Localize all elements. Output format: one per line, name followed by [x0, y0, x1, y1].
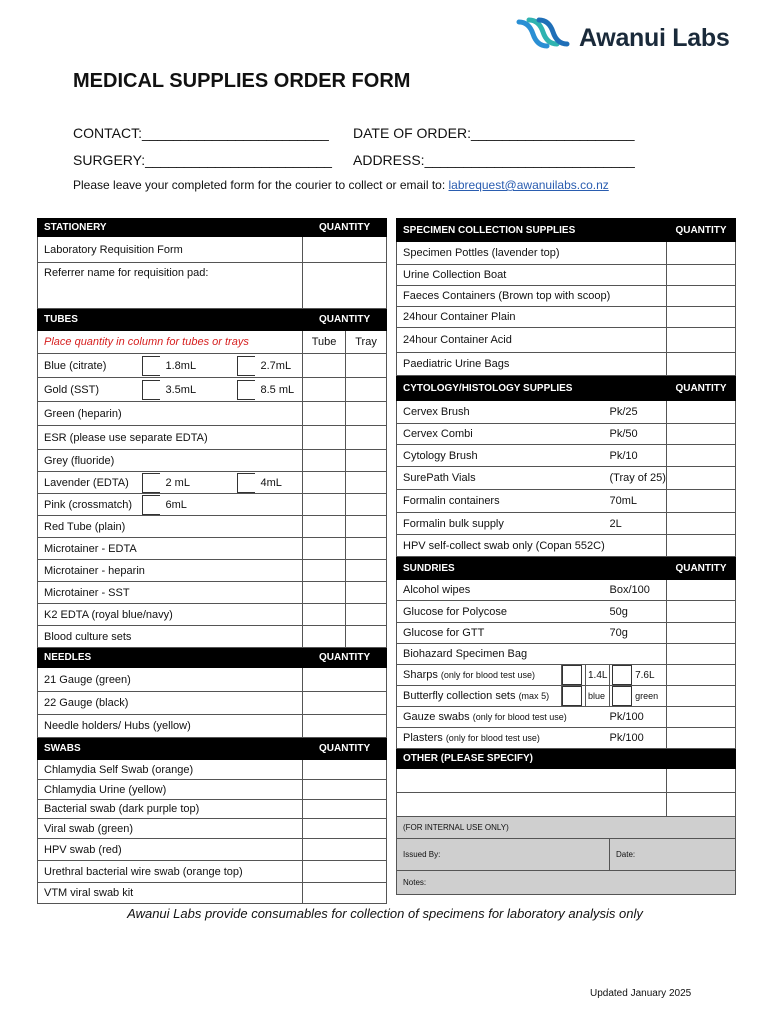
needle-item: Needle holders/ Hubs (yellow)	[38, 715, 303, 738]
quantity-input[interactable]	[303, 237, 387, 263]
quantity-input[interactable]	[303, 819, 387, 839]
tube-name: Microtainer - heparin	[38, 560, 303, 582]
sundry-item: Glucose for Polycose	[397, 601, 610, 623]
quantity-input[interactable]	[303, 692, 387, 715]
cytology-item: Cervex Combi	[397, 424, 610, 445]
tray-quantity-input[interactable]	[346, 354, 387, 378]
quantity-input[interactable]	[667, 467, 736, 490]
tubes-header: TUBES	[38, 309, 303, 331]
quantity-input[interactable]	[667, 445, 736, 467]
logo-text: Awanui Labs	[579, 24, 730, 52]
cytology-unit: Pk/10	[610, 445, 667, 467]
quantity-input[interactable]	[667, 728, 736, 749]
stationery-quantity-header: QUANTITY	[303, 219, 387, 237]
email-link[interactable]: labrequest@awanuilabs.co.nz	[448, 178, 609, 192]
swab-item: HPV swab (red)	[38, 839, 303, 861]
tube-size: 6mL	[160, 494, 231, 516]
sundry-unit: 70g	[610, 623, 667, 644]
swab-item: VTM viral swab kit	[38, 883, 303, 904]
size-checkbox[interactable]	[142, 495, 160, 515]
cytology-unit: Pk/50	[610, 424, 667, 445]
swab-item: Chlamydia Urine (yellow)	[38, 780, 303, 800]
sundry-item: Biohazard Specimen Bag	[397, 644, 667, 665]
swab-item: Bacterial swab (dark purple top)	[38, 800, 303, 819]
tube-size: 1.8mL	[160, 354, 231, 378]
sundries-header: SUNDRIES	[397, 557, 667, 580]
updated-date: Updated January 2025	[590, 988, 692, 999]
tube-size: 8.5 mL	[255, 378, 303, 402]
quantity-input[interactable]	[303, 715, 387, 738]
needle-item: 21 Gauge (green)	[38, 668, 303, 692]
cytology-item: Cervex Brush	[397, 401, 610, 424]
quantity-input[interactable]	[667, 580, 736, 601]
quantity-input[interactable]	[667, 353, 736, 376]
date-label: Date:	[610, 839, 736, 871]
quantity-input[interactable]	[303, 861, 387, 883]
quantity-input[interactable]	[667, 769, 736, 793]
size-checkbox[interactable]	[237, 473, 255, 493]
quantity-input[interactable]	[303, 263, 387, 309]
gauze-unit: Pk/100	[610, 707, 667, 728]
specimen-item: Paediatric Urine Bags	[397, 353, 667, 376]
other-header: OTHER (PLEASE SPECIFY)	[397, 749, 736, 769]
tube-quantity-input[interactable]	[303, 538, 346, 560]
size-checkbox[interactable]	[237, 356, 255, 376]
quantity-input[interactable]	[667, 707, 736, 728]
swab-item: Chlamydia Self Swab (orange)	[38, 760, 303, 780]
tray-quantity-input[interactable]	[346, 472, 387, 494]
sundry-unit: 50g	[610, 601, 667, 623]
tube-name: ESR (please use separate EDTA)	[38, 426, 303, 450]
tube-name: Green (heparin)	[38, 402, 303, 426]
cytology-unit: (Tray of 25)	[610, 467, 667, 490]
plasters-note: (only for blood test use)	[445, 733, 540, 743]
gauze-note: (only for blood test use)	[472, 712, 567, 722]
size-checkbox[interactable]	[612, 686, 632, 706]
quantity-input[interactable]	[667, 490, 736, 513]
needles-quantity-header: QUANTITY	[303, 648, 387, 668]
quantity-input[interactable]	[303, 760, 387, 780]
contact-field[interactable]: CONTACT:________________________	[73, 125, 329, 141]
sharps-note: (only for blood test use)	[440, 670, 535, 680]
tube-quantity-input[interactable]	[303, 516, 346, 538]
cytology-quantity-header: QUANTITY	[667, 376, 736, 401]
swab-item: Viral swab (green)	[38, 819, 303, 839]
tray-quantity-input[interactable]	[346, 402, 387, 426]
stationery-header: STATIONERY	[38, 219, 303, 237]
size-checkbox[interactable]	[142, 473, 160, 493]
cytology-unit: 70mL	[610, 490, 667, 513]
quantity-input[interactable]	[303, 839, 387, 861]
quantity-input[interactable]	[667, 665, 736, 686]
tube-name: K2 EDTA (royal blue/navy)	[38, 604, 303, 626]
butterfly-item	[397, 686, 562, 707]
cytology-item: Cytology Brush	[397, 445, 610, 467]
stationery-item: Referrer name for requisition pad:	[38, 263, 303, 309]
size-checkbox[interactable]	[562, 665, 582, 685]
sharps-item	[397, 665, 562, 686]
tube-size: 4mL	[255, 472, 303, 494]
footer-note: Awanui Labs provide consumables for collection of specimens for laboratory analysis only	[127, 906, 643, 921]
quantity-input[interactable]	[667, 286, 736, 307]
tray-quantity-input[interactable]	[346, 626, 387, 648]
specimen-item: Urine Collection Boat	[397, 265, 667, 286]
tube-name: Blood culture sets	[38, 626, 303, 648]
cytology-header: CYTOLOGY/HISTOLOGY SUPPLIES	[397, 376, 667, 401]
swabs-header: SWABS	[38, 738, 303, 760]
size-checkbox[interactable]	[237, 380, 255, 400]
cytology-item: SurePath Vials	[397, 467, 610, 490]
tube-name: Microtainer - SST	[38, 582, 303, 604]
gauze-item	[397, 707, 610, 728]
quantity-input[interactable]	[667, 307, 736, 328]
tube-name: Grey (fluoride)	[38, 450, 303, 472]
issued-by-label: Issued By:	[397, 839, 610, 871]
specimen-quantity-header: QUANTITY	[667, 219, 736, 242]
specimen-item: Specimen Pottles (lavender top)	[397, 242, 667, 265]
cytology-unit: Pk/25	[610, 401, 667, 424]
date-of-order-field[interactable]: DATE OF ORDER:_____________________	[353, 125, 635, 141]
tray-quantity-input[interactable]	[346, 494, 387, 516]
butterfly-label: Butterfly collection sets	[403, 690, 516, 702]
tray-quantity-input[interactable]	[346, 426, 387, 450]
notes-label: Notes:	[397, 871, 736, 895]
tube-name: Microtainer - EDTA	[38, 538, 303, 560]
tube-quantity-input[interactable]	[303, 626, 346, 648]
tube-name: Lavender (EDTA)	[38, 472, 136, 494]
right-order-table	[396, 218, 736, 895]
wave-logo-icon	[515, 16, 575, 56]
specimen-item: 24hour Container Plain	[397, 307, 667, 328]
cytology-item: Formalin bulk supply	[397, 513, 610, 535]
left-order-table	[37, 218, 387, 904]
sharps-size: 1.4L	[586, 665, 610, 686]
tube-quantity-input[interactable]	[303, 472, 346, 494]
sharps-size: 7.6L	[635, 669, 655, 681]
quantity-input[interactable]	[667, 424, 736, 445]
stationery-item: Laboratory Requisition Form	[38, 237, 303, 263]
tube-size: 3.5mL	[160, 378, 231, 402]
size-checkbox[interactable]	[142, 356, 160, 376]
quantity-input[interactable]	[667, 401, 736, 424]
quantity-input[interactable]	[667, 601, 736, 623]
plasters-item	[397, 728, 610, 749]
tube-name: Gold (SST)	[38, 378, 136, 402]
quantity-input[interactable]	[303, 800, 387, 819]
instruction-text	[73, 178, 609, 192]
tubes-note: Place quantity in column for tubes or trays	[38, 331, 303, 354]
address-field[interactable]: ADDRESS:___________________________	[353, 152, 635, 168]
tray-quantity-input[interactable]	[346, 450, 387, 472]
form-title: MEDICAL SUPPLIES ORDER FORM	[73, 70, 411, 92]
plasters-label: Plasters	[403, 732, 443, 744]
sundries-quantity-header: QUANTITY	[667, 557, 736, 580]
specimen-item: Faeces Containers (Brown top with scoop)	[397, 286, 667, 307]
butterfly-note: (max 5)	[518, 691, 550, 701]
size-checkbox[interactable]	[562, 686, 582, 706]
specimen-header: SPECIMEN COLLECTION SUPPLIES	[397, 219, 667, 242]
specimen-item: 24hour Container Acid	[397, 328, 667, 353]
sundry-item: Alcohol wipes	[397, 580, 610, 601]
awanui-labs-logo	[515, 16, 740, 56]
tube-quantity-input[interactable]	[303, 450, 346, 472]
needle-item: 22 Gauge (black)	[38, 692, 303, 715]
tray-quantity-input[interactable]	[346, 604, 387, 626]
tube-name: Red Tube (plain)	[38, 516, 303, 538]
other-item-input[interactable]	[397, 793, 667, 817]
size-checkbox[interactable]	[612, 665, 632, 685]
tray-column-label: Tray	[346, 331, 387, 354]
cytology-unit: 2L	[610, 513, 667, 535]
sharps-label: Sharps	[403, 669, 438, 681]
tray-quantity-input[interactable]	[346, 516, 387, 538]
surgery-field[interactable]: SURGERY:________________________	[73, 152, 332, 168]
butterfly-size: blue	[586, 686, 610, 707]
tray-quantity-input[interactable]	[346, 538, 387, 560]
tubes-quantity-header: QUANTITY	[303, 309, 387, 331]
tube-quantity-input[interactable]	[303, 604, 346, 626]
gauze-label: Gauze swabs	[403, 711, 470, 723]
tray-quantity-input[interactable]	[346, 560, 387, 582]
size-checkbox[interactable]	[142, 380, 160, 400]
quantity-input[interactable]	[303, 668, 387, 692]
tube-name: Blue (citrate)	[38, 354, 136, 378]
quantity-input[interactable]	[667, 793, 736, 817]
tube-size: 2.7mL	[255, 354, 303, 378]
quantity-input[interactable]	[667, 265, 736, 286]
quantity-input[interactable]	[667, 535, 736, 557]
other-item-input[interactable]	[397, 769, 667, 793]
quantity-input[interactable]	[667, 513, 736, 535]
sundry-item: Glucose for GTT	[397, 623, 610, 644]
instruction-label: Please leave your completed form for the courier to collect or email to:	[73, 178, 449, 192]
tube-quantity-input[interactable]	[303, 354, 346, 378]
cytology-item: Formalin containers	[397, 490, 610, 513]
quantity-input[interactable]	[667, 686, 736, 707]
tube-quantity-input[interactable]	[303, 582, 346, 604]
quantity-input[interactable]	[667, 644, 736, 665]
needles-header: NEEDLES	[38, 648, 303, 668]
internal-use-header: (FOR INTERNAL USE ONLY)	[397, 817, 736, 839]
quantity-input[interactable]	[303, 883, 387, 904]
tube-quantity-input[interactable]	[303, 560, 346, 582]
tube-quantity-input[interactable]	[303, 378, 346, 402]
quantity-input[interactable]	[667, 242, 736, 265]
tube-quantity-input[interactable]	[303, 402, 346, 426]
tube-quantity-input[interactable]	[303, 426, 346, 450]
quantity-input[interactable]	[667, 623, 736, 644]
quantity-input[interactable]	[667, 328, 736, 353]
plasters-unit: Pk/100	[610, 728, 667, 749]
tube-quantity-input[interactable]	[303, 494, 346, 516]
quantity-input[interactable]	[303, 780, 387, 800]
tray-quantity-input[interactable]	[346, 582, 387, 604]
butterfly-size: green	[635, 690, 659, 701]
tube-name: Pink (crossmatch)	[38, 494, 136, 516]
tray-quantity-input[interactable]	[346, 378, 387, 402]
cytology-item: HPV self-collect swab only (Copan 552C)	[397, 535, 667, 557]
sundry-unit: Box/100	[610, 580, 667, 601]
swabs-quantity-header: QUANTITY	[303, 738, 387, 760]
tube-size: 2 mL	[160, 472, 231, 494]
swab-item: Urethral bacterial wire swab (orange top)	[38, 861, 303, 883]
tube-column-label: Tube	[303, 331, 346, 354]
